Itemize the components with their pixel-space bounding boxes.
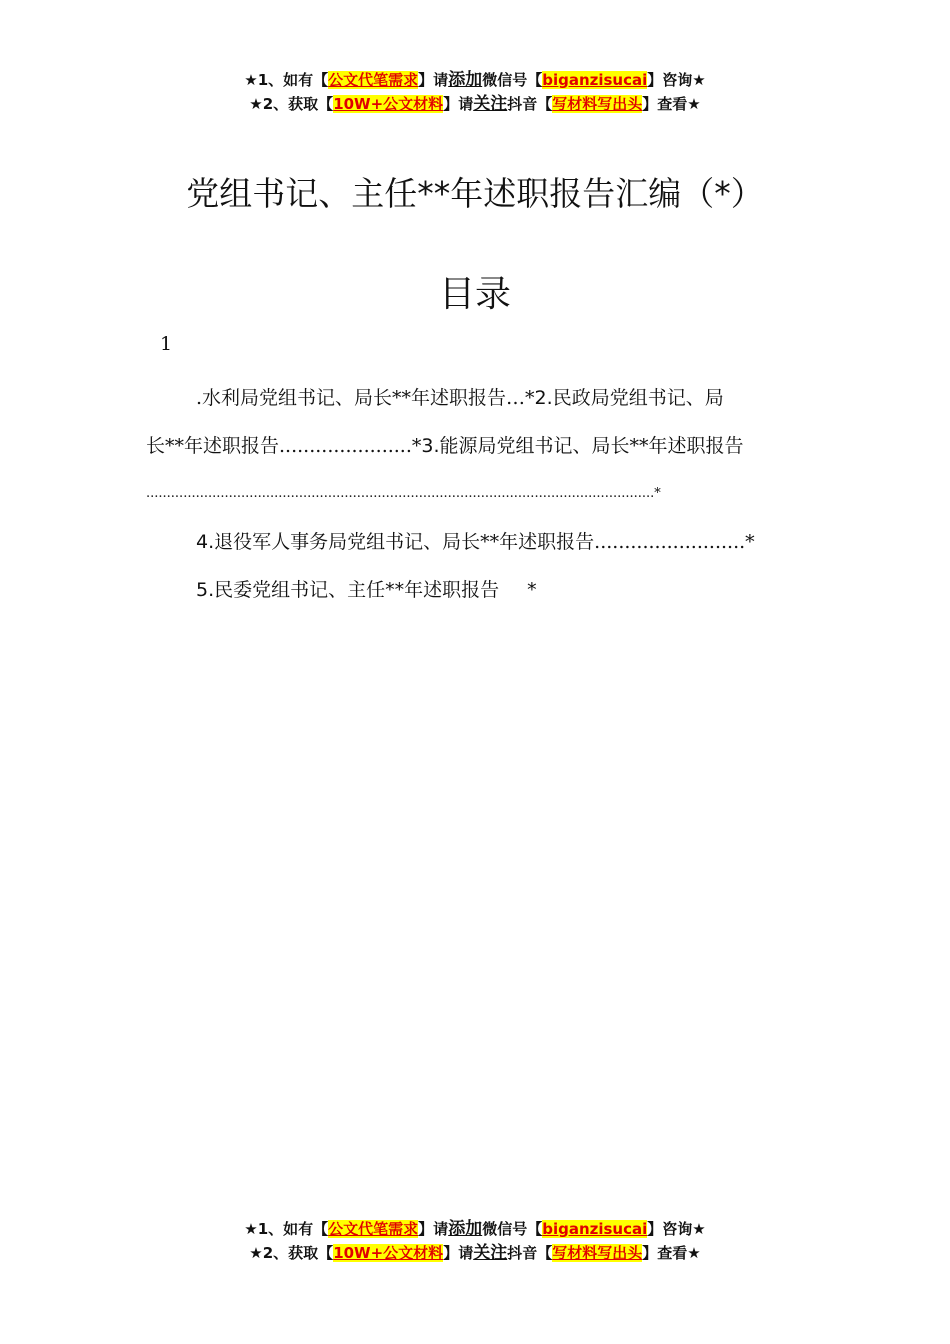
- toc-entry-number: 4.: [196, 531, 215, 553]
- banner-emphasis: 添加: [448, 70, 483, 90]
- banner-text: 】咨询★: [647, 71, 706, 89]
- toc-entry-text: 长**年述职报告: [146, 435, 280, 457]
- toc-line: [146, 518, 806, 566]
- toc-page-star: *: [527, 579, 537, 601]
- banner-douyin-id: 写材料写出头: [552, 1244, 643, 1262]
- toc-leader-dots: …: [506, 387, 526, 409]
- toc-entry-number: 2.: [534, 387, 553, 409]
- banner-douyin-id: 写材料写出头: [552, 95, 643, 113]
- toc-page-star: *: [525, 387, 535, 409]
- toc-page-star: *: [411, 435, 422, 457]
- banner-text: 微信号【: [482, 71, 543, 89]
- banner-text: ★1、如有【: [244, 1220, 329, 1238]
- toc-entry-text: 民政局党组书记、局: [552, 387, 724, 409]
- banner-text: 微信号【: [482, 1220, 543, 1238]
- banner-line-2: [0, 92, 950, 116]
- banner-line-2: [0, 1241, 950, 1265]
- banner-highlight: 10W+公文材料: [333, 1244, 444, 1262]
- toc-leader-dots: ...........................................................................................................................: [146, 486, 655, 501]
- toc-line: [146, 422, 806, 470]
- toc-line: [146, 470, 806, 518]
- banner-text: ★2、获取【: [249, 1244, 334, 1262]
- banner-text: 抖音【: [507, 1244, 553, 1262]
- toc-heading: 目录: [438, 274, 511, 315]
- toc-entry-text: 民委党组书记、主任**年述职报告: [214, 579, 500, 601]
- banner-text: 】请: [418, 1220, 449, 1238]
- top-banner: [0, 68, 950, 116]
- banner-emphasis: 添加: [448, 1219, 483, 1239]
- toc-page-star: *: [654, 486, 661, 501]
- bottom-banner: [0, 1217, 950, 1265]
- table-of-contents: [146, 374, 806, 614]
- banner-text: 】请: [443, 95, 474, 113]
- banner-text: ★1、如有【: [244, 71, 329, 89]
- banner-wechat-id: biganzisucai: [542, 71, 648, 89]
- banner-text: 】请: [443, 1244, 474, 1262]
- toc-leader-dots: .........................: [594, 531, 746, 553]
- banner-wechat-id: biganzisucai: [542, 1220, 648, 1238]
- banner-highlight: 公文代笔需求: [328, 71, 419, 89]
- page-number: 1: [160, 333, 173, 355]
- toc-entry-number: 3.: [421, 435, 440, 457]
- toc-page-star: *: [745, 531, 755, 553]
- banner-line-1: [0, 68, 950, 92]
- banner-highlight: 10W+公文材料: [333, 95, 444, 113]
- toc-entry-text: .水利局党组书记、局长**年述职报告: [196, 387, 507, 409]
- banner-line-1: [0, 1217, 950, 1241]
- document-title: 党组书记、主任**年述职报告汇编（*）: [186, 174, 764, 213]
- toc-entry-number: 5.: [196, 579, 215, 601]
- banner-emphasis: 关注: [473, 94, 508, 114]
- toc-entry-text: 退役军人事务局党组书记、局长**年述职报告: [214, 531, 595, 553]
- banner-highlight: 公文代笔需求: [328, 1220, 419, 1238]
- banner-text: ★2、获取【: [249, 95, 334, 113]
- toc-line: [146, 374, 806, 422]
- banner-text: 抖音【: [507, 95, 553, 113]
- banner-text: 】查看★: [642, 1244, 701, 1262]
- banner-text: 】查看★: [642, 95, 701, 113]
- banner-emphasis: 关注: [473, 1243, 508, 1263]
- toc-leader-dots: ......................: [279, 435, 412, 457]
- toc-entry-text: 能源局党组书记、局长**年述职报告: [439, 435, 744, 457]
- banner-text: 】请: [418, 71, 449, 89]
- banner-text: 】咨询★: [647, 1220, 706, 1238]
- toc-line: [146, 566, 806, 614]
